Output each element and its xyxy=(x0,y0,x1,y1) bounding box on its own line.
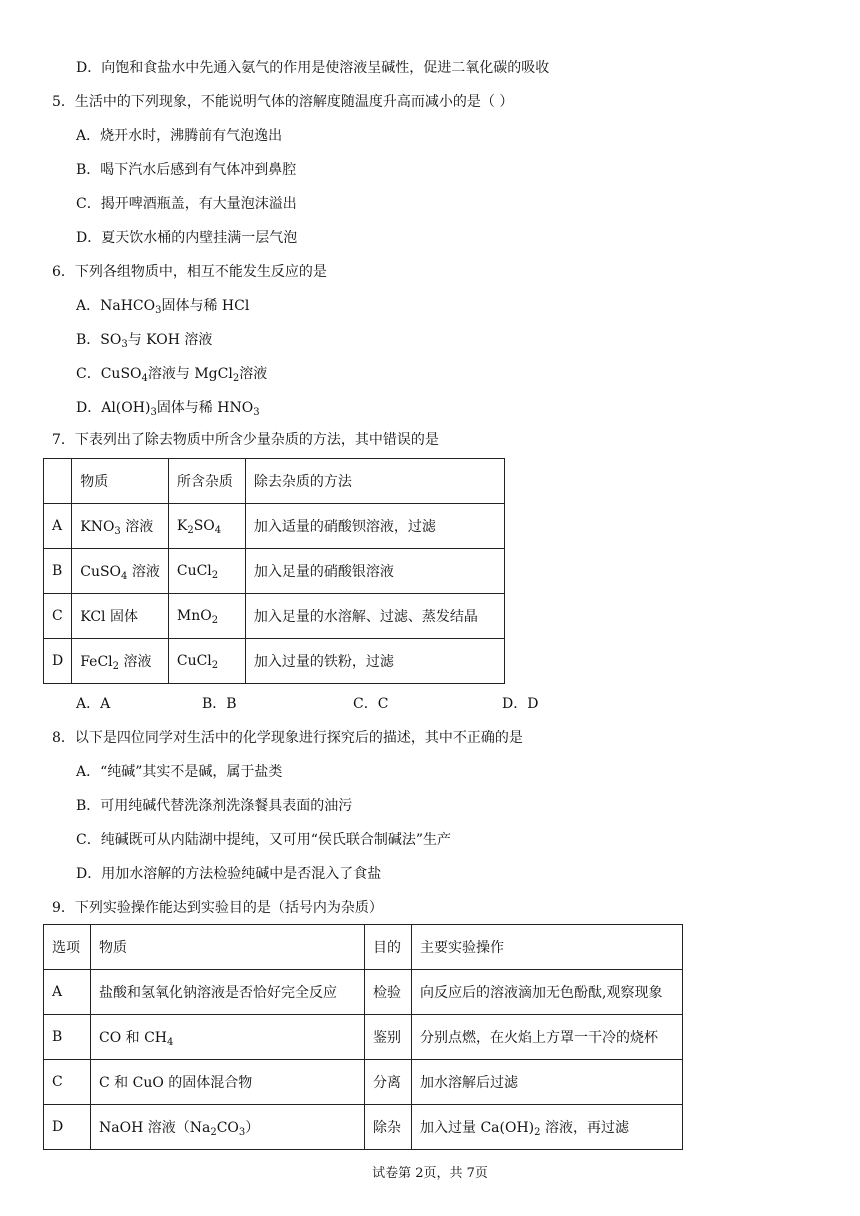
table-header-row xyxy=(44,459,505,504)
method-cell: 加入足量的硝酸银溶液 xyxy=(245,549,504,594)
page-footer: 试卷第 2页，共 7页 xyxy=(372,1166,488,1181)
option-cell: D xyxy=(44,1105,91,1150)
option-cell: A xyxy=(44,970,91,1015)
table-header-cell: 主要实验操作 xyxy=(412,925,683,970)
table-row xyxy=(44,1105,683,1150)
q8-option-a: A．“纯碱”其实不是碱，属于盐类 xyxy=(76,764,283,780)
q5-option-d: D．夏天饮水桶的内壁挂满一层气泡 xyxy=(76,230,298,246)
option-cell: C xyxy=(44,1060,91,1105)
table-header-cell xyxy=(44,459,72,504)
option-cell: D xyxy=(44,639,72,684)
table-row xyxy=(44,1015,683,1060)
operation-cell: 加入过量 $Ca(OH)_2$ 溶液，再过滤 xyxy=(412,1105,683,1150)
q7-answer-b: B．B xyxy=(202,696,237,712)
option-cell: B xyxy=(44,549,72,594)
table-header-cell: 目的 xyxy=(365,925,412,970)
substance-cell: 盐酸和氢氧化钠溶液是否恰好完全反应 xyxy=(91,970,365,1015)
goal-cell: 检验 xyxy=(365,970,412,1015)
option-cell: A xyxy=(44,504,72,549)
table-header-cell: 选项 xyxy=(44,925,91,970)
q6-option-a: A．NaHCO$_3$固体与稀 HCl xyxy=(76,298,250,316)
substance-cell: KCl 固体 xyxy=(72,594,169,639)
q8-option-c: C．纯碱既可从内陆湖中提纯，又可用“侯氏联合制碱法”生产 xyxy=(76,832,452,848)
q6-stem: 6．下列各组物质中，相互不能发生反应的是 xyxy=(52,264,327,280)
operation-cell: 向反应后的溶液滴加无色酚酞,观察现象 xyxy=(412,970,683,1015)
q7-answer-c: C．C xyxy=(353,696,389,712)
table-header-cell: 所含杂质 xyxy=(168,459,245,504)
table-header-cell: 物质 xyxy=(72,459,169,504)
q7-table xyxy=(43,458,505,684)
table-row xyxy=(44,594,505,639)
q6-option-d: D．$Al(OH)_3$固体与稀 $HNO_3$ xyxy=(76,400,260,418)
table-header-row xyxy=(44,925,683,970)
q5-option-c: C．揭开啤酒瓶盖，有大量泡沫溢出 xyxy=(76,196,297,212)
operation-cell: 分别点燃，在火焰上方罩一干冷的烧杯 xyxy=(412,1015,683,1060)
q6-option-c: C．CuSO$_4$溶液与 MgCl$_2$溶液 xyxy=(76,366,268,384)
method-cell: 加入适量的硝酸钡溶液，过滤 xyxy=(245,504,504,549)
table-row xyxy=(44,504,505,549)
q5-stem: 5．生活中的下列现象，不能说明气体的溶解度随温度升高而减小的是（ ） xyxy=(52,94,514,110)
goal-cell: 分离 xyxy=(365,1060,412,1105)
substance-cell: CO 和 $CH_4$ xyxy=(91,1015,365,1060)
operation-cell: 加水溶解后过滤 xyxy=(412,1060,683,1105)
substance-cell: NaOH 溶液$(Na_2CO_3)$ xyxy=(91,1105,365,1150)
substance-cell: FeCl$_2$ 溶液 xyxy=(72,639,169,684)
option-cell: B xyxy=(44,1015,91,1060)
substance-cell: C 和 CuO 的固体混合物 xyxy=(91,1060,365,1105)
table-header-cell: 除去杂质的方法 xyxy=(245,459,504,504)
q4-option-d: D．向饱和食盐水中先通入氨气的作用是使溶液呈碱性，促进二氧化碳的吸收 xyxy=(76,60,550,76)
option-cell: C xyxy=(44,594,72,639)
method-cell: 加入足量的水溶解、过滤、蒸发结晶 xyxy=(245,594,504,639)
q7-stem: 7．下表列出了除去物质中所含少量杂质的方法，其中错误的是 xyxy=(52,432,439,448)
table-row xyxy=(44,549,505,594)
q5-option-a: A．烧开水时，沸腾前有气泡逸出 xyxy=(76,128,283,144)
table-row xyxy=(44,639,505,684)
q9-table xyxy=(43,924,683,1150)
method-cell: 加入过量的铁粉，过滤 xyxy=(245,639,504,684)
q7-answer-d: D．D xyxy=(502,696,539,712)
impurity-cell: MnO$_2$ xyxy=(168,594,245,639)
table-row xyxy=(44,970,683,1015)
q6-option-b: B．$SO_3$与 KOH 溶液 xyxy=(76,332,213,350)
goal-cell: 除杂 xyxy=(365,1105,412,1150)
q5-option-b: B．喝下汽水后感到有气体冲到鼻腔 xyxy=(76,162,297,178)
impurity-cell: CuCl$_2$ xyxy=(168,639,245,684)
substance-cell: CuSO$_4$ 溶液 xyxy=(72,549,169,594)
q9-stem: 9．下列实验操作能达到实验目的是（括号内为杂质） xyxy=(52,900,383,916)
impurity-cell: CuCl$_2$ xyxy=(168,549,245,594)
substance-cell: $KNO_3$ 溶液 xyxy=(72,504,169,549)
table-row xyxy=(44,1060,683,1105)
q8-stem: 8．以下是四位同学对生活中的化学现象进行探究后的描述，其中不正确的是 xyxy=(52,730,523,746)
impurity-cell: $K_2SO_4$ xyxy=(168,504,245,549)
table-header-cell: 物质 xyxy=(91,925,365,970)
q7-answer-a: A．A xyxy=(76,696,111,712)
q8-option-b: B．可用纯碱代替洗涤剂洗涤餐具表面的油污 xyxy=(76,798,353,814)
q8-option-d: D．用加水溶解的方法检验纯碱中是否混入了食盐 xyxy=(76,866,382,882)
goal-cell: 鉴别 xyxy=(365,1015,412,1060)
